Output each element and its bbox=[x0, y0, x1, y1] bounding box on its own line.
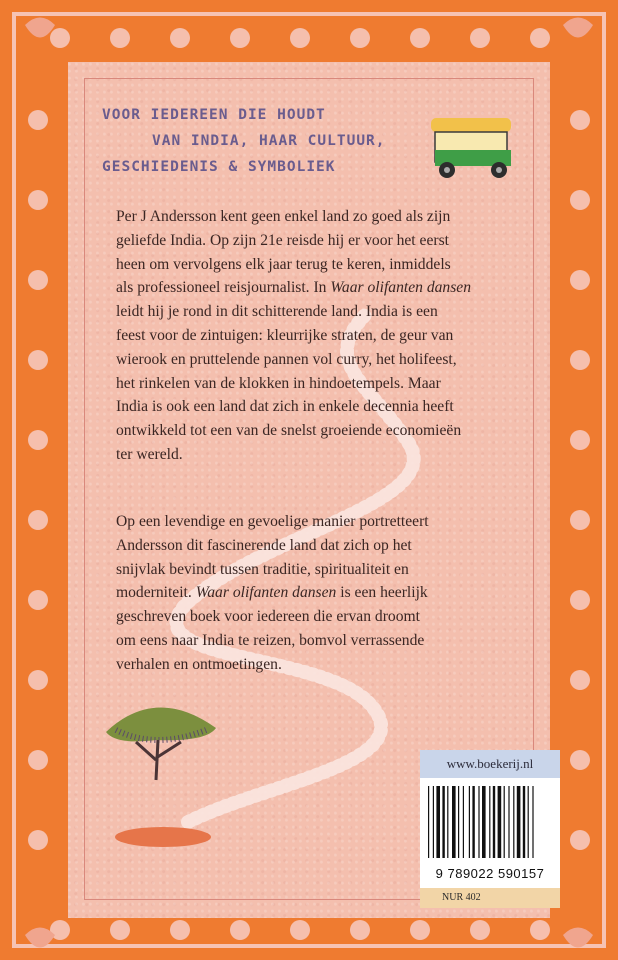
book-title-italic: Waar olifanten dansen bbox=[195, 584, 337, 602]
tagline bbox=[102, 102, 422, 180]
barcode-bar bbox=[458, 786, 459, 858]
barcode-bar bbox=[508, 786, 509, 858]
barcode-bar bbox=[513, 786, 514, 858]
barcode-bar bbox=[504, 786, 505, 858]
blurb-line: geliefde India. Op zijn 21e reisde hij er voor het eerst bbox=[116, 231, 449, 249]
barcode-bar bbox=[523, 786, 525, 858]
blurb-line: Andersson dit fascinerende land dat zich op het bbox=[116, 536, 412, 554]
barcode-bar bbox=[528, 786, 529, 858]
blurb-line: India is ook een land dat zich in enkele decennia heeft bbox=[116, 398, 454, 416]
barcode-bar bbox=[428, 786, 429, 858]
blurb-line: heen om vervolgens elk jaar terug te keren, inmiddels bbox=[116, 255, 451, 273]
tagline-line-2: VAN INDIA, HAAR CULTUUR, bbox=[152, 133, 386, 149]
barcode-bar bbox=[482, 786, 486, 858]
blurb-text: moderniteit. bbox=[116, 584, 192, 602]
blurb-paragraph-2 bbox=[116, 510, 512, 677]
blurb-line bbox=[116, 276, 512, 300]
blurb-line: feest voor de zintuigen: kleurrijke straten, de geur van bbox=[116, 326, 454, 344]
blurb-line: geschreven boek voor iedereen die ervan droomt bbox=[116, 608, 420, 626]
blurb-line: Per J Andersson kent geen enkel land zo goed als zijn bbox=[116, 208, 451, 225]
barcode-bar bbox=[478, 786, 479, 858]
barcode-bar bbox=[532, 786, 533, 858]
blurb-line: om eens naar India te reizen, bomvol verrassende bbox=[116, 631, 425, 649]
blurb-line: ter wereld. bbox=[116, 445, 183, 463]
blurb-text: is een heerlijk bbox=[340, 584, 428, 602]
book-title-italic: Waar olifanten dansen bbox=[330, 279, 472, 297]
barcode-bar bbox=[463, 786, 464, 858]
tagline-line-1: VOOR IEDEREEN DIE HOUDT bbox=[102, 107, 326, 123]
blurb-line: ontwikkeld tot een van de snelst groeiende economieën bbox=[116, 422, 462, 440]
barcode-bar bbox=[447, 786, 448, 858]
isbn-number: 9 789022 590157 bbox=[435, 866, 545, 881]
nur-code: NUR 402 bbox=[420, 888, 560, 908]
barcode-bar bbox=[472, 786, 474, 858]
blurb-line bbox=[116, 581, 512, 605]
barcode-bar bbox=[452, 786, 456, 858]
barcode-bar bbox=[489, 786, 490, 858]
blurb-line: het rinkelen van de klokken in hindoetempels. Maar bbox=[116, 374, 441, 392]
barcode-bar bbox=[436, 786, 440, 858]
barcode-bar bbox=[433, 786, 434, 858]
barcode-bar bbox=[493, 786, 495, 858]
blurb-paragraph-1 bbox=[116, 205, 512, 467]
barcode-bar bbox=[498, 786, 502, 858]
publisher-url: www.boekerij.nl bbox=[420, 750, 560, 778]
rickshaw-icon bbox=[425, 110, 525, 185]
blurb-line: Op een levendige en gevoelige manier portretteert bbox=[116, 513, 429, 530]
tagline-line-3: GESCHIEDENIS & SYMBOLIEK bbox=[102, 159, 336, 175]
barcode-bar bbox=[442, 786, 444, 858]
acacia-tree-icon bbox=[96, 690, 226, 790]
blurb-line: verhalen en ontmoetingen. bbox=[116, 655, 282, 673]
blurb-line: leidt hij je rond in dit schitterende land. India is een bbox=[116, 303, 438, 321]
barcode-bar bbox=[469, 786, 470, 858]
blurb-text: als professioneel reisjournalist. In bbox=[116, 279, 327, 297]
blurb-line: wierook en pruttelende pannen vol curry, het holifeest, bbox=[116, 350, 457, 368]
barcode-bars bbox=[420, 778, 560, 864]
blurb-line: snijvlak bevindt tussen traditie, spiritualiteit en bbox=[116, 560, 409, 578]
barcode-bar bbox=[517, 786, 521, 858]
